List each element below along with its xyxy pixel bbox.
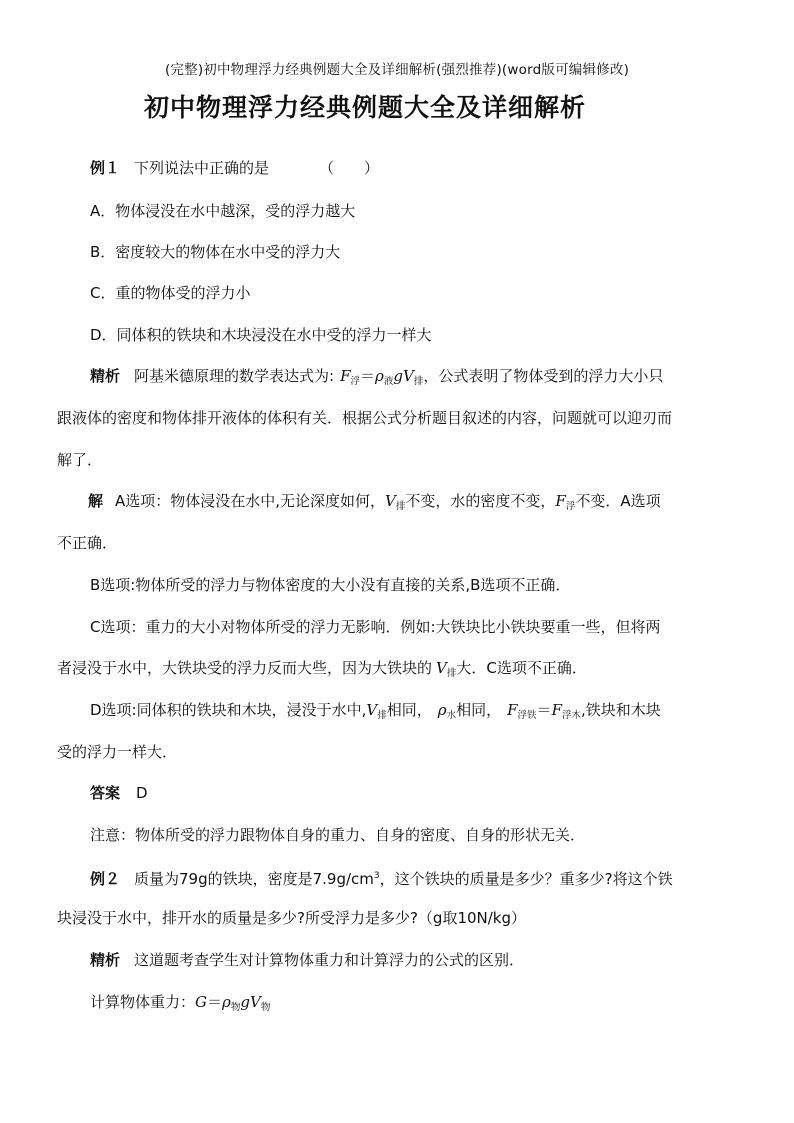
ex1-label: 例１ xyxy=(90,159,121,177)
ex1-option-a: A．物体浸没在水中越深，受的浮力越大 xyxy=(90,202,356,220)
solution-text: 相同， xyxy=(456,701,502,719)
ex1-solution-c-line2 xyxy=(57,658,587,684)
ex1-solution-d-line1 xyxy=(90,700,661,726)
solution-text: 不变，水的密度不变， xyxy=(405,492,556,510)
solution-text: A选项：物体浸没在水中,无论深度如何， xyxy=(115,492,386,510)
ex1-solution-a-line2: 不正确． xyxy=(57,534,118,552)
solution-text: 相同， xyxy=(386,701,432,719)
formula-subscript: 浮 xyxy=(350,376,361,387)
solution-text: ,铁块和木块 xyxy=(581,701,661,719)
ex1-analysis-line1 xyxy=(90,366,663,392)
formula-symbol: F xyxy=(507,701,518,719)
formula-symbol: V xyxy=(436,659,447,677)
ex1-solution-label: 解 xyxy=(88,492,104,510)
formula-subscript: 物 xyxy=(260,1002,271,1013)
formula-symbol: V xyxy=(385,492,396,510)
formula-subscript: 排 xyxy=(413,376,424,387)
solution-text: 者浸没于水中，大铁块受的浮力反而大些，因为大铁块的 xyxy=(57,659,433,677)
formula-symbol: V xyxy=(402,367,414,385)
formula-symbol: ＝ xyxy=(536,701,552,719)
ex2-label: 例２ xyxy=(90,870,121,888)
formula-symbol: F xyxy=(555,492,566,510)
formula-subscript: 排 xyxy=(395,501,406,512)
ex2-question-line2: 块浸没于水中，排开水的质量是多少?所受浮力是多少?（g取10N/kg） xyxy=(57,909,527,927)
ex1-analysis-line2: 跟液体的密度和物体排开液体的体积有关．根据公式分析题目叙述的内容，问题就可以迎刃而 xyxy=(57,409,673,427)
formula-symbol: ρ xyxy=(437,701,447,719)
formula-subscript: 物 xyxy=(230,1002,241,1013)
ex2-analysis xyxy=(90,950,524,970)
ex1-analysis-line3: 解了． xyxy=(57,451,103,469)
formula-symbol: g xyxy=(240,993,250,1011)
formula-subscript: 浮铁 xyxy=(517,710,537,721)
ex1-option-b: B．密度较大的物体在水中受的浮力大 xyxy=(90,243,341,261)
ex1-option-d: D．同体积的铁块和木块浸没在水中受的浮力一样大 xyxy=(90,326,432,344)
ex2-analysis-label: 精析 xyxy=(90,951,121,969)
formula-symbol: F xyxy=(340,367,351,385)
formula-symbol: F xyxy=(551,701,562,719)
solution-text: D选项:同体积的铁块和木块，浸没于水中, xyxy=(90,701,367,719)
ex1-paren: （ ） xyxy=(319,159,380,177)
ex2-question-line1 xyxy=(90,866,673,889)
ex1-solution-d-line2: 受的浮力一样大． xyxy=(57,743,178,761)
ex1-solution-a xyxy=(88,491,661,517)
ex1-analysis-label: 精析 xyxy=(90,367,121,385)
formula-symbol: G xyxy=(195,993,207,1011)
question-text: ，这个铁块的质量是多少？重多少?将这个铁 xyxy=(379,870,673,888)
formula-subscript: 浮 xyxy=(565,501,576,512)
formula-subscript: 浮木 xyxy=(561,710,581,721)
ex1-solution-c-line1: C选项：重力的大小对物体所受的浮力无影响．例如:大铁块比小铁块要重一些，但将两 xyxy=(90,618,661,636)
ex2-gravity-formula xyxy=(90,992,270,1018)
formula-symbol: ＝ xyxy=(360,367,376,385)
formula-subscript: 排 xyxy=(377,710,387,721)
formula-symbol: ρ xyxy=(375,367,384,385)
formula-symbol: g xyxy=(393,367,403,385)
ex1-solution-b: B选项:物体所受的浮力与物体密度的大小没有直接的关系,B选项不正确． xyxy=(90,576,571,594)
header-note: (完整)初中物理浮力经典例题大全及详细解析(强烈推荐)(word版可编辑修改) xyxy=(164,62,630,78)
ex1-question: 下列说法中正确的是 xyxy=(134,159,270,177)
formula-symbol: ＝ xyxy=(207,993,223,1011)
formula-subscript: 液 xyxy=(383,376,394,387)
ex1-answer xyxy=(90,783,148,803)
formula-symbol: V xyxy=(249,993,261,1011)
ex1-answer-value: D xyxy=(136,784,148,802)
question-text: 质量为79g的铁块，密度是7.9g/cm xyxy=(134,870,374,888)
ex1-answer-label: 答案 xyxy=(90,784,121,802)
formula-subscript: 水 xyxy=(446,710,457,721)
ex1-note: 注意：物体所受的浮力跟物体自身的重力、自身的密度、自身的形状无关． xyxy=(90,826,586,844)
formula-label: 计算物体重力： xyxy=(90,993,196,1011)
formula-subscript: 排 xyxy=(446,668,457,679)
solution-text: 不变．A选项 xyxy=(575,492,661,510)
superscript: 3 xyxy=(373,871,380,881)
formula-symbol: V xyxy=(366,701,378,719)
solution-text: 大．C选项不正确． xyxy=(456,659,587,677)
analysis-text: 阿基米德原理的数学表达式为: xyxy=(134,367,335,385)
formula-symbol: ρ xyxy=(222,993,231,1011)
ex1-option-c: C．重的物体受的浮力小 xyxy=(90,284,251,302)
page-title: 初中物理浮力经典例题大全及详细解析 xyxy=(143,93,586,122)
analysis-text: ，公式表明了物体受到的浮力大小只 xyxy=(423,367,664,385)
analysis-text: 这道题考查学生对计算物体重力和计算浮力的公式的区别． xyxy=(134,951,525,969)
ex1-question-line xyxy=(90,158,379,178)
